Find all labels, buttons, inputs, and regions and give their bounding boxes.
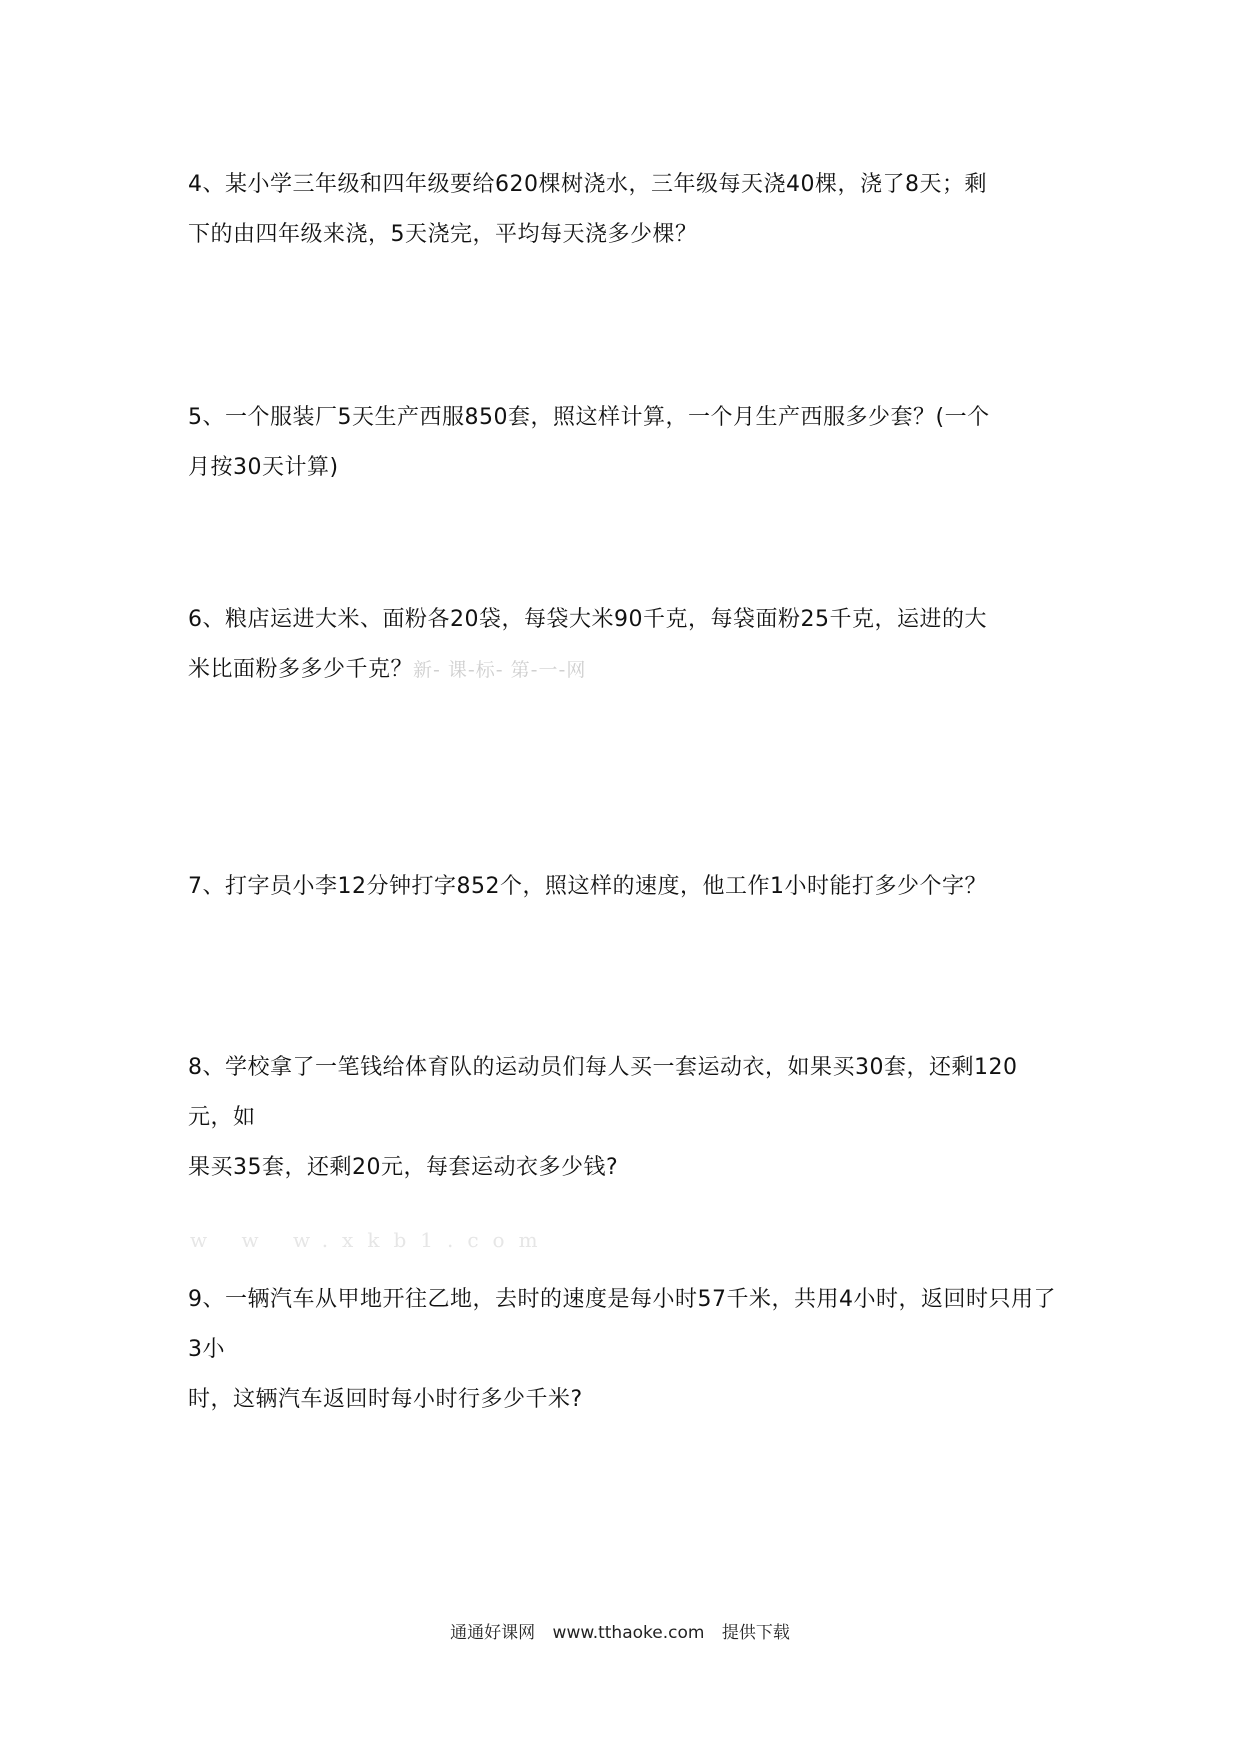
problem-9 [188,1275,1058,1425]
watermark-text: 新- 课-标- 第-一-网 [413,659,587,681]
problem-line: 9、一辆汽车从甲地开往乙地，去时的速度是每小时57千米，共用4小时，返回时只用了3小 [188,1287,1056,1362]
problem-5 [188,393,1058,493]
problem-line: 下的由四年级来浇，5天浇完，平均每天浇多少棵？ [188,222,698,247]
problem-line: 果买35套，还剩20元，每套运动衣多少钱? [188,1155,619,1180]
footer-site-name: 通通好课网 [450,1623,536,1643]
problem-7 [188,862,1058,912]
watermark-url: w w w.xkb1.com [190,1228,552,1252]
problem-line: 4、某小学三年级和四年级要给620棵树浇水，三年级每天浇40棵，浇了8天；剩 [188,172,987,197]
problem-line: 7、打字员小李12分钟打字852个，照这样的速度，他工作1小时能打多少个字？ [188,874,987,899]
footer-suffix: 提供下载 [721,1623,790,1643]
page-footer [0,1618,1240,1643]
problem-8 [188,1043,1058,1193]
problem-line: 时，这辆汽车返回时每小时行多少千米? [188,1387,583,1412]
problem-line: 5、一个服装厂5天生产西服850套，照这样计算，一个月生产西服多少套？(一个 [188,405,990,430]
footer-url: www.tthaoke.com [552,1623,705,1643]
problem-line: 6、粮店运进大米、面粉各20袋，每袋大米90千克，每袋面粉25千克，运进的大 [188,607,987,632]
problem-text: 米比面粉多多少千克？ [188,657,414,682]
problem-4 [188,160,1058,260]
problem-line: 8、学校拿了一笔钱给体育队的运动员们每人买一套运动衣，如果买30套，还剩120元，如 [188,1055,1018,1130]
problem-line [188,645,1058,695]
problem-6 [188,595,1058,695]
problem-line: 月按30天计算) [188,455,339,480]
